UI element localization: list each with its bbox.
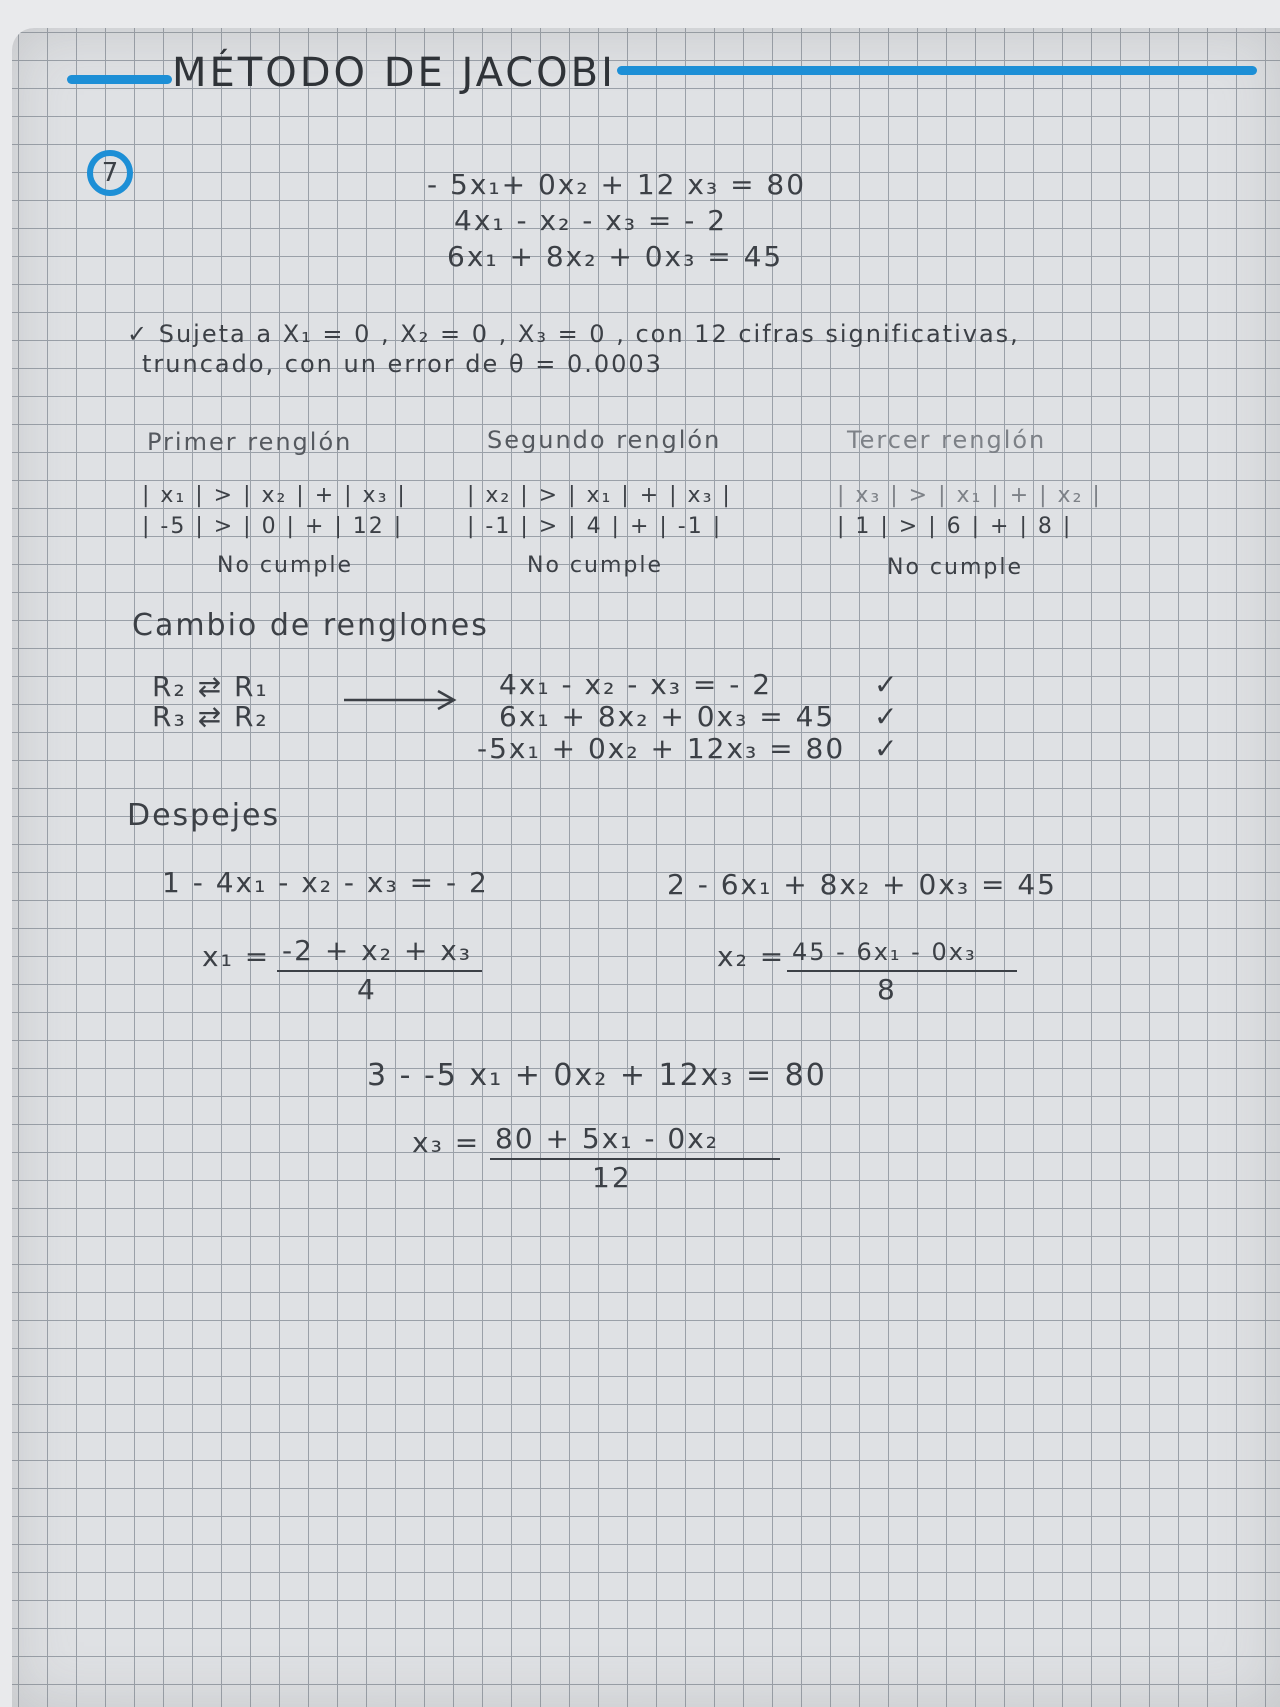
system-eq-1: - 5x₁+ 0x₂ + 12 x₃ = 80 — [427, 168, 807, 201]
reordered-eq-2: 6x₁ + 8x₂ + 0x₃ = 45 — [499, 700, 836, 733]
arrow-icon — [342, 688, 462, 712]
row-check-3-result: No cumple — [887, 555, 1023, 580]
row-check-3-rule: | x₃ | > | x₁ | + | x₂ | — [837, 483, 1102, 508]
despeje-2-lhs: x₂ = — [717, 940, 786, 973]
reordered-eq-3: -5x₁ + 0x₂ + 12x₃ = 80 — [477, 732, 846, 765]
row-check-3-values: | 1 | > | 6 | + | 8 | — [837, 514, 1073, 539]
despeje-2-denominator: 8 — [877, 973, 897, 1006]
despeje-3-lhs: x₃ = — [412, 1126, 481, 1159]
despeje-1-fraction-bar — [277, 970, 482, 972]
despeje-1-lhs: x₁ = — [202, 940, 271, 973]
row-check-2-label: Segundo renglón — [487, 426, 722, 454]
despeje-3-equation: 3 - -5 x₁ + 0x₂ + 12x₃ = 80 — [367, 1058, 827, 1093]
despeje-3-numerator: 80 + 5x₁ - 0x₂ — [495, 1122, 720, 1155]
despeje-1-denominator: 4 — [357, 973, 377, 1006]
despeje-2-numerator: 45 - 6x₁ - 0x₃ — [792, 938, 977, 966]
swap-heading: Cambio de renglones — [132, 608, 489, 643]
row-check-2-rule: | x₂ | > | x₁ | + | x₃ | — [467, 483, 732, 508]
reordered-eq-1: 4x₁ - x₂ - x₃ = - 2 — [499, 668, 773, 701]
notebook-page — [12, 28, 1280, 1707]
row-check-3-label: Tercer renglón — [847, 426, 1047, 454]
despeje-2-fraction-bar — [787, 970, 1017, 972]
despeje-3-fraction-bar — [490, 1158, 780, 1160]
row-check-1-values: | -5 | > | 0 | + | 12 | — [142, 514, 404, 539]
condition-line-1: ✓ Sujeta a X₁ = 0 , X₂ = 0 , X₃ = 0 , con 12 cifras significativas, — [127, 320, 1020, 348]
check-mark-3: ✓ — [874, 732, 898, 765]
system-eq-3: 6x₁ + 8x₂ + 0x₃ = 45 — [447, 240, 784, 273]
check-mark-2: ✓ — [874, 700, 898, 733]
swap-2: R₃ ⇄ R₂ — [152, 700, 269, 733]
title-rule-left — [67, 75, 172, 84]
title-rule-right — [617, 66, 1257, 75]
despeje-1-numerator: -2 + x₂ + x₃ — [282, 934, 473, 967]
row-check-2-values: | -1 | > | 4 | + | -1 | — [467, 514, 723, 539]
page-title: MÉTODO DE JACOBI — [172, 50, 616, 96]
check-mark-1: ✓ — [874, 668, 898, 701]
row-check-1-label: Primer renglón — [147, 428, 353, 456]
despeje-1-equation: 1 - 4x₁ - x₂ - x₃ = - 2 — [162, 866, 489, 899]
row-check-1-result: No cumple — [217, 553, 353, 578]
system-eq-2: 4x₁ - x₂ - x₃ = - 2 — [454, 204, 728, 237]
row-check-2-result: No cumple — [527, 553, 663, 578]
problem-number-badge — [87, 150, 133, 196]
despeje-3-denominator: 12 — [592, 1161, 632, 1194]
despejes-heading: Despejes — [127, 798, 281, 833]
problem-number: 7 — [101, 158, 119, 188]
row-check-1-rule: | x₁ | > | x₂ | + | x₃ | — [142, 483, 407, 508]
despeje-2-equation: 2 - 6x₁ + 8x₂ + 0x₃ = 45 — [667, 868, 1057, 901]
condition-line-2: truncado, con un error de θ = 0.0003 — [142, 350, 663, 378]
swap-1: R₂ ⇄ R₁ — [152, 670, 269, 703]
